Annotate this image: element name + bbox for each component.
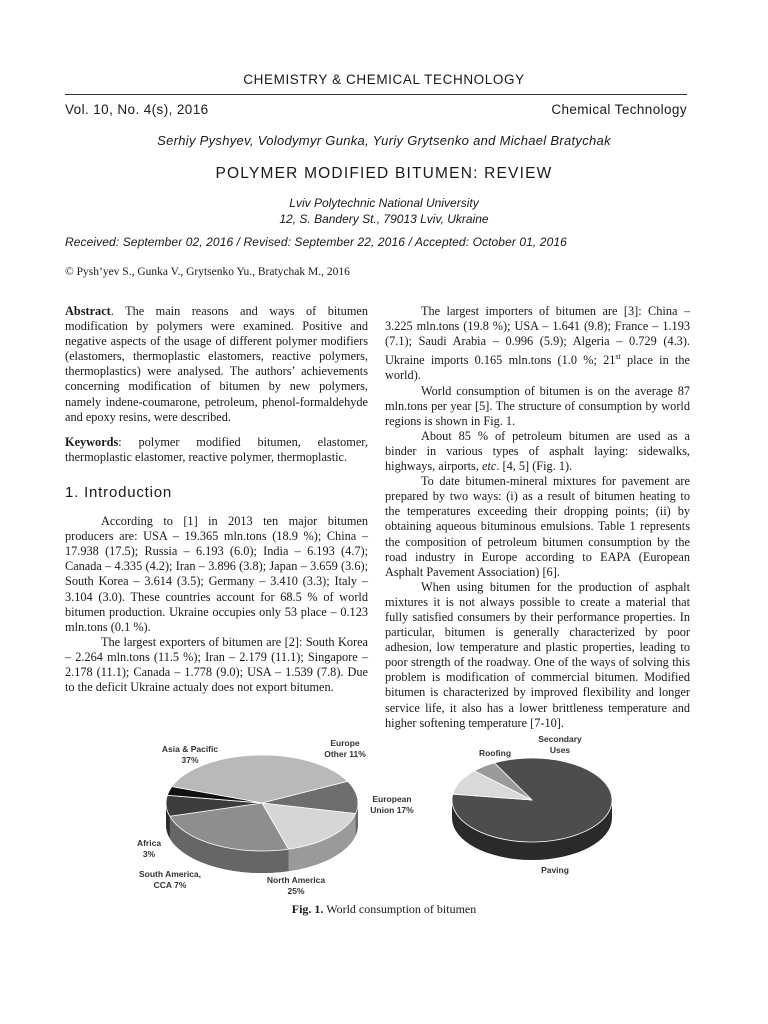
- header-rule: [65, 94, 687, 95]
- intro-paragraph-3: [385, 304, 690, 384]
- left-column: [65, 304, 368, 695]
- label-eu-value: Union 17%: [370, 804, 414, 815]
- label-africa-value: 3%: [142, 848, 156, 859]
- volume-line: [65, 102, 687, 122]
- pie-chart-1: [166, 755, 358, 873]
- abstract-text: . The main reasons and ways of bitumen modification by polymers were examined. Positive and negative aspects of the usage of different polymer modifiers (elastomers, thermoplastic elastomers, reactive polymers, thermoplastics) were analysed. The authors’ achievements concerning modification of bitumen by new polymers, namely indene-coumarone, petroleum, phenol-formaldehyde and epoxy resins, were described.: [65, 304, 368, 424]
- figure-1: [120, 728, 640, 898]
- label-africa-name: Africa: [136, 838, 162, 848]
- label-sa-value: CCA 7%: [153, 879, 187, 890]
- label-roofing: Roofing: [478, 748, 512, 758]
- right-column: [385, 304, 690, 731]
- figure-caption: [0, 902, 768, 917]
- label-na-value: 25%: [287, 885, 305, 896]
- p5-etc: etc: [482, 459, 497, 474]
- authors: Serhiy Pyshyev, Volodymyr Gunka, Yuriy Grytsenko and Michael Bratychak: [157, 133, 611, 148]
- label-europe-other: [315, 738, 375, 759]
- article-dates: Received: September 02, 2016 / Revised: September 22, 2016 / Accepted: October 01, 2016: [65, 235, 567, 249]
- label-asia-value: 37%: [181, 754, 199, 765]
- label-asia-pacific: [150, 744, 230, 765]
- label-secondary-uses: [532, 734, 588, 755]
- abstract-label: Abstract: [65, 304, 111, 318]
- pie-chart-2: [452, 758, 612, 860]
- label-na-name: North America: [266, 875, 326, 885]
- label-south-america: [130, 869, 210, 890]
- label-africa: [126, 838, 172, 859]
- section-heading-introduction: 1. Introduction: [65, 483, 173, 501]
- label-north-america: [256, 875, 336, 896]
- keywords-text: : polymer modified bitumen, elastomer, thermoplastic elastomer, reactive polymer, thermoplastic.: [65, 434, 368, 464]
- label-asia-name: Asia & Pacific: [161, 744, 219, 754]
- intro-paragraph-6: To date bitumen-mineral mixtures for pavement are prepared by two ways: (i) as a result of bitumen heating to the temperatures exceeding their dropping points; (ii) by obtaining aqueous bituminous emulsions. Table 1 represents the composition of petroleum bitumen consumption by the road industry in Europe according to EAPA (European Asphalt Pavement Association) [6].: [385, 474, 690, 579]
- caption-label: Fig. 1.: [291, 902, 324, 916]
- affiliation: [0, 195, 768, 227]
- label-eu-name: European: [372, 794, 412, 804]
- label-secondary-name: Secondary: [538, 734, 582, 744]
- label-europe-value: Other 11%: [324, 748, 366, 759]
- journal-title: CHEMISTRY & CHEMICAL TECHNOLOGY: [243, 72, 525, 87]
- caption-text: World consumption of bitumen: [323, 902, 477, 916]
- keywords: [65, 435, 368, 465]
- p3-text-b: place in the world).: [385, 353, 691, 383]
- keywords-label: Keywords: [65, 434, 119, 449]
- intro-paragraph-7: When using bitumen for the production of asphalt mixtures it is not always possible to create a material that fully satisfied consumers by their performance properties. In particular, bitumen is generally characterized by poor adhesion, low temperature and plastic properties, leading to poor strength of the roadway. One of the ways of solving this problem is modification of commercial bitumen. Modified bitumen is characterized by improved flexibility and longer service life, it also has a lower brittleness temperature and higher softening temperature [7-10].: [385, 579, 690, 730]
- volume-info: Vol. 10, No. 4(s), 2016: [65, 102, 209, 117]
- article-title: POLYMER MODIFIED BITUMEN: REVIEW: [215, 165, 553, 182]
- label-european-union: [360, 794, 424, 815]
- p5-text-b: . [4, 5] (Fig. 1).: [496, 459, 573, 474]
- label-paving: Paving: [541, 865, 569, 875]
- affiliation-address: 12, S. Bandery St., 79013 Lviv, Ukraine: [279, 212, 489, 226]
- label-sa-name: South America,: [138, 869, 202, 879]
- p3-superscript: st: [615, 352, 621, 362]
- copyright: © Pysh’yev S., Gunka V., Grytsenko Yu., Bratychak M., 2016: [65, 266, 350, 278]
- intro-paragraph-5: [385, 429, 690, 474]
- label-europe-name: Europe: [330, 738, 360, 748]
- intro-paragraph-4: World consumption of bitumen is on the average 87 mln.tons per year [5]. The structure of consumption by world regions is shown in Fig. 1.: [385, 383, 690, 428]
- p5-text-a: About 85 % of petroleum bitumen are used as a binder in various types of asphalt laying: sidewalks, highways, airports,: [385, 428, 690, 474]
- abstract: [65, 304, 368, 425]
- label-secondary-name-2: Uses: [549, 744, 571, 755]
- intro-paragraph-1: According to [1] in 2013 ten major bitumen producers are: USA – 19.365 mln.tons (18.9 %); China – 17.938 (17.5); Russia – 6.193 (6.0); India – 6.193 (4.7); Canada – 4.335 (4.2); Iran – 3.896 (3.8); Japan – 3.659 (3.6); South Korea – 3.614 (3.5); Germany – 3.410 (3.3); Italy – 3.104 (3.0). These countries account for 68.5 % of world bitumen production. Ukraine occupies only 53 place – 0.123 mln.tons (0.1 %).: [65, 514, 368, 634]
- intro-paragraph-2: The largest exporters of bitumen are [2]: South Korea – 2.264 mln.tons (11.5 %); Iran – 2.179 (11.1); Singapore – 2.178 (11.1); Canada – 1.778 (9.0); USA – 1.539 (7.8). Due to the deficit Ukraine actualy does not export bitumen.: [65, 634, 368, 695]
- p3-text-a: The largest importers of bitumen are [3]: China – 3.225 mln.tons (19.8 %); USA – 1.641 (9.8); France – 1.193 (7.1); Saudi Arabia – 0.996 (5.9); Algeria – 0.729 (4.3). Ukraine imports 0.165 mln.tons (1.0 %; 21: [385, 304, 690, 368]
- affiliation-university: Lviv Polytechnic National University: [289, 196, 479, 210]
- section-name: Chemical Technology: [551, 102, 687, 117]
